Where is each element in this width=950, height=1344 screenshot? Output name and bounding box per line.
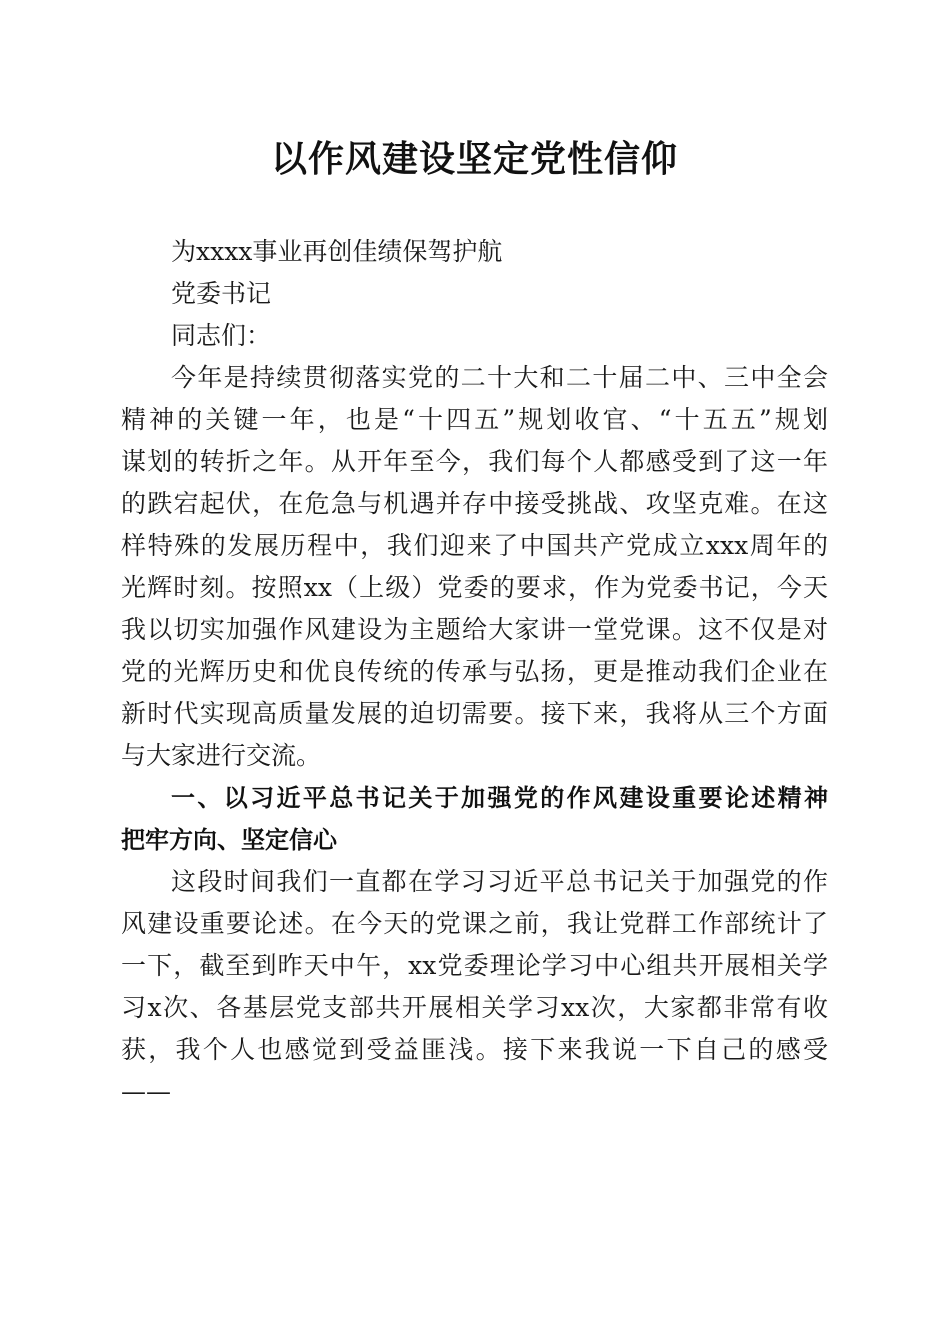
section-heading-line: 一、以习近平总书记关于加强党的作风建设重要论述精神 (171, 784, 828, 812)
paragraph-line: 新时代实现高质量发展的迫切需要。接下来，我将从三个方面 (121, 699, 828, 728)
paragraph-line: 获，我个人也感觉到受益匪浅。接下来我说一下自己的感受 (121, 1035, 828, 1064)
paragraph-line: —— (121, 1077, 171, 1106)
paragraph-line: 今年是持续贯彻落实党的二十大和二十届二中、三中全会 (171, 363, 828, 392)
salutation-line: 同志们： (171, 321, 272, 350)
paragraph-line: 谋划的转折之年。从开年至今，我们每个人都感受到了这一年 (121, 447, 828, 476)
paragraph-line: 样特殊的发展历程中，我们迎来了中国共产党成立xxx周年的 (121, 531, 828, 560)
paragraph-intro (121, 357, 828, 777)
paragraph-line: 精神的关键一年，也是“十四五”规划收官、“十五五”规划 (121, 405, 828, 434)
document-title: 以作风建设坚定党性信仰 (270, 139, 678, 180)
section-heading-1 (121, 777, 828, 861)
paragraph-line: 这段时间我们一直都在学习习近平总书记关于加强党的作 (171, 867, 828, 896)
paragraph-line: 的跌宕起伏，在危急与机遇并存中接受挑战、攻坚克难。在这 (121, 489, 828, 518)
section-heading-line: 把牢方向、坚定信心 (121, 826, 337, 854)
paragraph-line: 光辉时刻。按照xx（上级）党委的要求，作为党委书记，今天 (121, 573, 828, 602)
paragraph-line: 习x次、各基层党支部共开展相关学习xx次，大家都非常有收 (121, 993, 828, 1022)
paragraph-section1 (121, 861, 828, 1113)
paragraph-line: 与大家进行交流。 (121, 741, 322, 770)
subtitle-line: 为xxxx事业再创佳绩保驾护航 (171, 237, 503, 266)
paragraph-line: 我以切实加强作风建设为主题给大家讲一堂党课。这不仅是对 (121, 615, 828, 644)
paragraph-line: 一下，截至到昨天中午，xx党委理论学习中心组共开展相关学 (121, 951, 828, 980)
paragraph-line: 党的光辉历史和优良传统的传承与弘扬，更是推动我们企业在 (121, 657, 828, 686)
paragraph-line: 风建设重要论述。在今天的党课之前，我让党群工作部统计了 (121, 909, 828, 938)
author-line: 党委书记 (171, 279, 272, 308)
document-body (121, 231, 828, 1113)
